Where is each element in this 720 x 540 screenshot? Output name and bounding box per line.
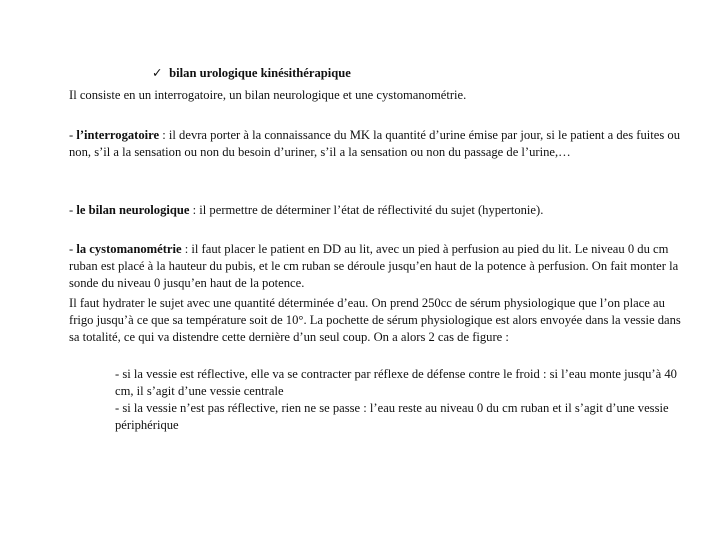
neurologique-prefix: - — [69, 203, 77, 217]
interrogatoire-prefix: - — [69, 128, 77, 142]
cystomanometrie-paragraph — [69, 241, 681, 292]
intro-paragraph — [69, 87, 681, 104]
hydration-paragraph — [69, 295, 681, 346]
neurologique-paragraph — [69, 202, 681, 219]
hydration-text: Il faut hydrater le sujet avec une quantité déterminée d’eau. On prend 250cc de sérum physiologique que l’on place au frigo jusqu’à ce que sa température soit de 10°. La pochette de sérum physiologique est alors envoyée dans la vessie dans sa totalité, ce qui va distendre cette dernière d’un seul coup. On a alors 2 cas de figure : — [69, 296, 681, 344]
neurologique-text: : il permettre de déterminer l’état de réflectivité du sujet (hypertonie). — [189, 203, 544, 217]
checkmark-icon: ✓ — [152, 66, 163, 80]
interrogatoire-paragraph — [69, 127, 681, 161]
intro-text: Il consiste en un interrogatoire, un bilan neurologique et une cystomanométrie. — [69, 88, 467, 102]
interrogatoire-term: l’interrogatoire — [76, 128, 160, 142]
cystomanometrie-text: : il faut placer le patient en DD au lit, avec un pied à perfusion au pied du lit. Le niveau 0 du cm ruban est placé à la hauteur du pubis, et le cm ruban se déroule jusqu’en haut de la potence à perfusion. On fait monter la sonde du niveau 0 jusqu’en haut de la potence. — [69, 242, 679, 290]
list-item: - si la vessie est réflective, elle va se contracter par réflexe de défense contre le froid : si l’eau monte jusqu’à 40 cm, il s’agit d’une vessie centrale — [115, 367, 677, 398]
neurologique-term: le bilan neurologique — [76, 203, 190, 217]
interrogatoire-text: : il devra porter à la connaissance du MK la quantité d’urine émise par jour, si le patient a des fuites ou non, s’il a la sensation ou non du besoin d’uriner, s’il a la sensation ou non du passage de l’urine,… — [69, 128, 681, 159]
section-heading — [152, 65, 351, 82]
list-item: - si la vessie n’est pas réflective, rien ne se passe : l’eau reste au niveau 0 du cm ruban et il s’agit d’une vessie périphérique — [115, 401, 669, 432]
cystomanometrie-prefix: - — [69, 242, 77, 256]
cystomanometrie-term: la cystomanométrie — [76, 242, 182, 256]
section-heading-text: bilan urologique kinésithérapique — [169, 66, 351, 80]
cases-list — [115, 366, 681, 434]
